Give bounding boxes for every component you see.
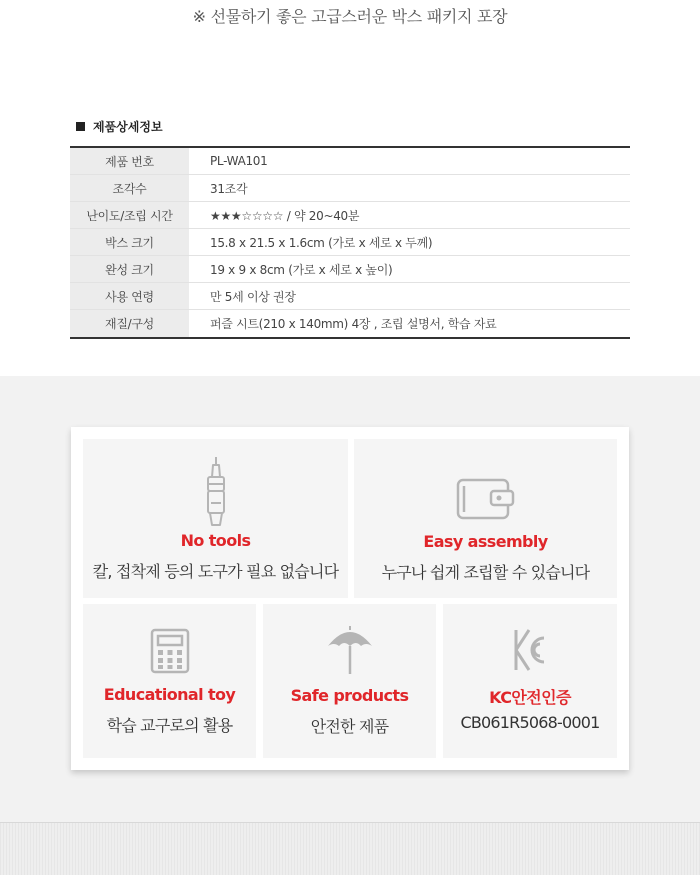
spec-label: 제품 번호	[70, 148, 189, 174]
spec-row	[70, 148, 630, 175]
wallet-icon	[455, 477, 517, 521]
knife-icon	[201, 455, 231, 533]
square-bullet-icon	[76, 122, 85, 131]
spec-value: 19 x 9 x 8cm (가로 x 세로 x 높이)	[210, 262, 393, 277]
feature-safe-products	[263, 604, 436, 758]
spec-row	[70, 202, 630, 229]
feature-description: CB061R5068-0001	[460, 713, 600, 732]
spec-value: 만 5세 이상 권장	[210, 289, 296, 304]
feature-description: 안전한 제품	[310, 717, 389, 736]
spec-table	[70, 146, 630, 339]
spec-label: 완성 크기	[70, 256, 189, 282]
spec-row	[70, 310, 630, 337]
spec-value: 15.8 x 21.5 x 1.6cm (가로 x 세로 x 두께)	[210, 235, 433, 250]
feature-kc-certification	[443, 604, 617, 758]
feature-title: Safe products	[290, 686, 409, 705]
spec-value: PL-WA101	[210, 154, 268, 168]
calculator-icon	[150, 628, 190, 674]
feature-title: KC안전인증	[489, 688, 571, 707]
spec-label: 박스 크기	[70, 229, 189, 255]
feature-title: Easy assembly	[423, 532, 548, 551]
spec-row	[70, 229, 630, 256]
spec-label: 조각수	[70, 175, 189, 201]
spec-row	[70, 175, 630, 202]
packaging-note: ※ 선물하기 좋은 고급스러운 박스 패키지 포장	[192, 7, 508, 26]
bottom-divider-strip	[0, 822, 700, 875]
spec-title-text: 제품상세정보	[93, 120, 163, 134]
spec-row	[70, 256, 630, 283]
feature-easy-assembly	[354, 439, 617, 598]
feature-title: Educational toy	[103, 685, 236, 704]
spec-label: 난이도/조립 시간	[70, 202, 189, 228]
spec-row	[70, 283, 630, 310]
spec-value: 퍼즐 시트(210 x 140mm) 4장 , 조립 설명서, 학습 자료	[210, 317, 497, 331]
feature-description: 누구나 쉽게 조립할 수 있습니다	[381, 563, 590, 582]
feature-description: 칼, 접착제 등의 도구가 필요 없습니다	[92, 562, 339, 581]
spec-label: 사용 연령	[70, 283, 189, 309]
kc-mark-icon	[513, 626, 547, 674]
spec-value: 31조각	[210, 181, 248, 196]
spec-section-title	[76, 118, 163, 135]
feature-card	[71, 427, 629, 770]
umbrella-icon	[325, 624, 375, 678]
feature-description: 학습 교구로의 활용	[106, 716, 233, 735]
spec-label: 재질/구성	[70, 310, 189, 337]
feature-title: No tools	[180, 531, 251, 550]
feature-educational-toy	[83, 604, 256, 758]
spec-value: ★★★☆☆☆☆ / 약 20~40분	[210, 208, 360, 223]
feature-no-tools	[83, 439, 348, 598]
